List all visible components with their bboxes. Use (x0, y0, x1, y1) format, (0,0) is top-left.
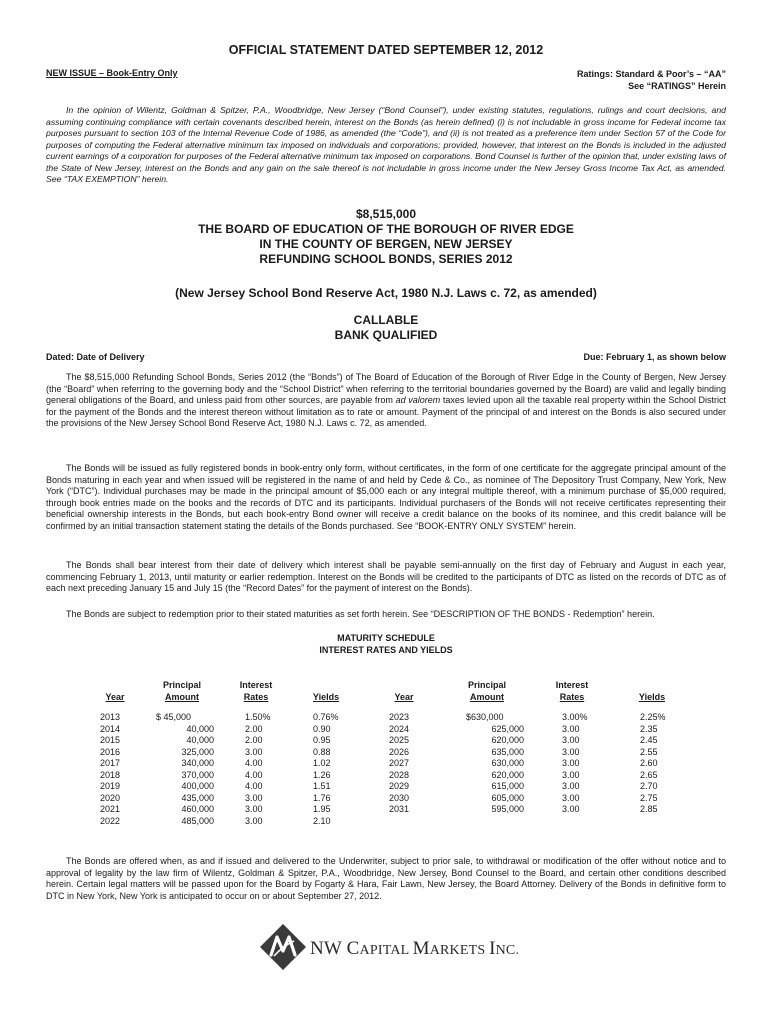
schedule-cell: 3.00 (562, 804, 580, 814)
schedule-cell: 595,000 (491, 804, 524, 814)
schedule-cell: 2019 (100, 781, 121, 791)
callable-label: CALLABLE (353, 313, 419, 327)
schedule-cell: 2031 (389, 804, 410, 814)
right-amounts-col (466, 712, 524, 816)
bond-amount: $8,515,000 (355, 207, 417, 221)
paragraph-2: The Bonds will be issued as fully registered bonds in book-entry only form, without certificates, in the form of one certificate for the aggregate principal amount of the Bonds maturing in each year and when issued will be registered in the name of and held by Cede & Co., as nominee of The Depository Trust Company, New York, New York (“DTC”). Individual purchases may be made in the principal amount of $5,000 each or any integral multiple thereof, with a minimum purchase of $5,000 required, through book entries made on the books and the records of DTC and its participants. Individual purchasers of the Bonds will not receive certificates representing their beneficial ownership interests in the Bonds, but each book-entry Bond owner will receive a credit balance on the books of its nominee, and this credit balance will be confirmed by an initial transaction statement stating the details of the Bonds purchased. See “BOOK-ENTRY ONLY SYSTEM” herein. (46, 463, 726, 531)
schedule-cell: 635,000 (491, 746, 524, 757)
schedule-cell: $ 45,000 (156, 712, 192, 722)
schedule-cell: 630,000 (491, 758, 524, 768)
schedule-cell: 2020 (100, 792, 121, 803)
reserve-act-line: (New Jersey School Bond Reserve Act, 1980 N.J. Laws c. 72, as amended) (175, 286, 597, 300)
header-principal-right: Principal Amount (467, 680, 506, 702)
due-label: Due: February 1, as shown below (583, 352, 726, 362)
schedule-cell: 605,000 (491, 792, 524, 803)
paragraph-1-italic: ad valorem (395, 395, 441, 406)
schedule-title (46, 632, 726, 656)
schedule-cell: 3.00 (562, 792, 580, 803)
schedule-cell: 620,000 (491, 769, 524, 780)
paragraph-1-rest: taxes levied upon all the taxable real property within the School District for the payment of the Bonds and the interest thereon without limitation as to rate or amount. Payment of the principal of and interest on the Bonds is also secured under the provisions of the New Jersey School Bond Reserve Act, 1980 N.J. Laws c. 72, as amended. (46, 395, 726, 429)
paragraph-1-text: The $8,515,000 Refunding School Bonds, Series 2012 (the “Bonds”) of The Board of Education of the Borough of River Edge in the County of Bergen, New Jersey (the “Board” when referring to the governing body and the “School District” when referring to the territorial boundaries governed by the Board) are valid and legally binding general obligations of the Board, and unless paid from other sources, are payable from (46, 372, 726, 406)
schedule-cell: 2.75 (640, 792, 658, 803)
left-yields-col (313, 712, 339, 827)
issuer-line-1: THE BOARD OF EDUCATION OF THE BOROUGH OF RIVER EDGE (198, 222, 574, 236)
schedule-cell: 2029 (389, 781, 410, 791)
schedule-cell: 0.95 (313, 735, 331, 745)
schedule-cell: 0.90 (313, 723, 331, 734)
schedule-title-2: INTEREST RATES AND YIELDS (319, 645, 453, 655)
header-interest-left: Interest Rates (239, 680, 273, 702)
schedule-cell: 325,000 (181, 746, 214, 757)
schedule-cell: 2.65 (640, 769, 658, 780)
schedule-cell: 2023 (389, 712, 410, 722)
schedule-cell: 2.85 (640, 804, 658, 814)
schedule-cell: 2.60 (640, 758, 658, 768)
schedule-cell: 2024 (389, 723, 410, 734)
schedule-cell: 2014 (100, 723, 121, 734)
schedule-cell: 40,000 (186, 723, 214, 734)
schedule-cell: 2026 (389, 746, 410, 757)
paragraph-1 (46, 372, 726, 430)
schedule-cell: 2.55 (640, 746, 658, 757)
bank-qualified-label: BANK QUALIFIED (334, 328, 438, 342)
logo-text: NW CAPITAL MARKETS INC. (310, 938, 520, 959)
schedule-cell: 485,000 (181, 815, 214, 826)
schedule-cell: $630,000 (466, 712, 504, 722)
nw-diamond-icon (258, 922, 308, 972)
schedule-cell: 3.00 (562, 735, 580, 745)
schedule-cell: 2030 (389, 792, 410, 803)
issuer-line-3: REFUNDING SCHOOL BONDS, SERIES 2012 (259, 252, 513, 266)
left-rates-col (245, 712, 271, 827)
schedule-cell: 2.25% (640, 712, 666, 722)
document-title: OFFICIAL STATEMENT DATED SEPTEMBER 12, 2012 (228, 43, 544, 57)
schedule-cell: 2018 (100, 769, 121, 780)
issuer-line-2: IN THE COUNTY OF BERGEN, NEW JERSEY (259, 237, 513, 251)
schedule-cell: 1.50% (245, 712, 271, 722)
schedule-cell: 615,000 (491, 781, 524, 791)
schedule-cell: 3.00 (562, 723, 580, 734)
new-issue-label: NEW ISSUE – Book-Entry Only (46, 68, 178, 78)
schedule-cell: 3.00 (245, 815, 263, 826)
schedule-cell: 2027 (389, 758, 410, 768)
schedule-cell: 1.51 (313, 781, 331, 791)
schedule-cell: 2.70 (640, 781, 658, 791)
schedule-cell: 620,000 (491, 735, 524, 745)
schedule-cell: 0.76% (313, 712, 339, 722)
schedule-cell: 3.00% (562, 712, 588, 722)
schedule-cell: 2015 (100, 735, 121, 745)
left-amounts-col (156, 712, 214, 827)
header-interest-right: Interest Rates (555, 680, 589, 702)
schedule-cell: 340,000 (181, 758, 214, 768)
schedule-cell: 2025 (389, 735, 410, 745)
ratings-see-text: See “RATINGS” Herein (628, 81, 726, 91)
schedule-cell: 2.10 (313, 815, 331, 826)
schedule-cell: 400,000 (181, 781, 214, 791)
schedule-cell: 3.00 (562, 746, 580, 757)
schedule-cell: 3.00 (245, 746, 263, 757)
schedule-cell: 1.26 (313, 769, 331, 780)
schedule-cell: 625,000 (491, 723, 524, 734)
right-rates-col (562, 712, 588, 816)
schedule-cell: 4.00 (245, 758, 263, 768)
schedule-cell: 2021 (100, 804, 121, 814)
schedule-cell: 370,000 (181, 769, 214, 780)
schedule-cell: 2.35 (640, 723, 658, 734)
schedule-cell: 40,000 (186, 735, 214, 745)
header-principal-left: Principal Amount (162, 680, 201, 702)
underwriter-logo (258, 922, 528, 972)
schedule-cell: 3.00 (562, 769, 580, 780)
schedule-title-1: MATURITY SCHEDULE (337, 633, 435, 643)
schedule-cell: 1.76 (313, 792, 331, 803)
schedule-cell: 460,000 (181, 804, 214, 814)
schedule-cell: 2013 (100, 712, 121, 722)
header-yields-left: Yields (312, 692, 340, 702)
bond-counsel-opinion: In the opinion of Wilentz, Goldman & Spitzer, P.A., Woodbridge, New Jersey (“Bond Counsel”), under existing statutes, regulations, rulings and court decisions, and assuming continuing compliance with certain covenants described herein, interest on the Bonds (as herein defined) (i) is not includable in gross income for Federal income tax purposes pursuant to section 103 of the Internal Revenue Code of 1986, as amended (the “Code”), and (ii) is not treated as a preference item under Section 57 of the Code for purposes of computing the Federal alternative minimum tax imposed on individuals and corporations; provided, however, that interest on the Bonds is included in the adjusted current earnings of a corporation for purposes of the Federal alternative minimum tax imposed on corporations. Bond Counsel is further of the opinion that, under existing laws of the State of New Jersey, interest on the Bonds and any gain on the sale thereof is not includable in gross income under the New Jersey Gross Income Tax Act, as amended. See “TAX EXEMPTION” herein. (46, 105, 726, 184)
paragraph-5: The Bonds are offered when, as and if issued and delivered to the Underwriter, subject to prior sale, to withdrawal or modification of the offer without notice and to approval of legality by the law firm of Wilentz, Goldman & Spitzer, P.A., Woodbridge, New Jersey, Bond Counsel to the Board, and certain other conditions described herein. Certain legal matters will be passed upon for the Board by Fogarty & Hara, Fair Lawn, New Jersey, the Board Attorney. Delivery of the Bonds in definitive form to DTC in New York, New York is anticipated to occur on or about September 27, 2012. (46, 856, 726, 901)
schedule-cell: 4.00 (245, 769, 263, 780)
schedule-cell: 2.45 (640, 735, 658, 745)
schedule-cell: 1.95 (313, 804, 331, 814)
paragraph-3: The Bonds shall bear interest from their date of delivery which interest shall be payable semi-annually on the first day of February and August in each year, commencing February 1, 2013, until maturity or earlier redemption. Interest on the Bonds will be credited to the participants of DTC as listed on the records of DTC as of each next preceding January 15 and July 15 (the “Record Dates” for the payment of interest on the Bonds). (46, 560, 726, 594)
bond-heading (46, 207, 726, 267)
schedule-cell: 435,000 (181, 792, 214, 803)
right-yields-col (640, 712, 666, 816)
schedule-cell: 2.00 (245, 735, 263, 745)
header-yields-right: Yields (638, 692, 666, 702)
schedule-cell: 2017 (100, 758, 121, 768)
schedule-cell: 2016 (100, 746, 121, 757)
header-year-right: Year (394, 692, 414, 702)
schedule-cell: 2.00 (245, 723, 263, 734)
schedule-cell: 3.00 (245, 792, 263, 803)
right-years-col (389, 712, 409, 816)
callable-block (46, 313, 726, 343)
dated-label: Dated: Date of Delivery (46, 352, 145, 362)
schedule-cell: 0.88 (313, 746, 331, 757)
schedule-cell: 4.00 (245, 781, 263, 791)
ratings-block (577, 68, 726, 92)
schedule-cell: 3.00 (562, 781, 580, 791)
schedule-cell: 2028 (389, 769, 410, 780)
schedule-cell: 1.02 (313, 758, 331, 768)
paragraph-4: The Bonds are subject to redemption prior to their stated maturities as set forth herein. See “DESCRIPTION OF THE BONDS - Redemption” herein. (66, 609, 655, 619)
ratings-text: Ratings: Standard & Poor’s – “AA” (576, 69, 726, 79)
schedule-cell: 3.00 (245, 804, 263, 814)
header-year-left: Year (105, 692, 125, 702)
schedule-cell: 3.00 (562, 758, 580, 768)
left-years-col (100, 712, 120, 827)
schedule-cell: 2022 (100, 815, 121, 826)
